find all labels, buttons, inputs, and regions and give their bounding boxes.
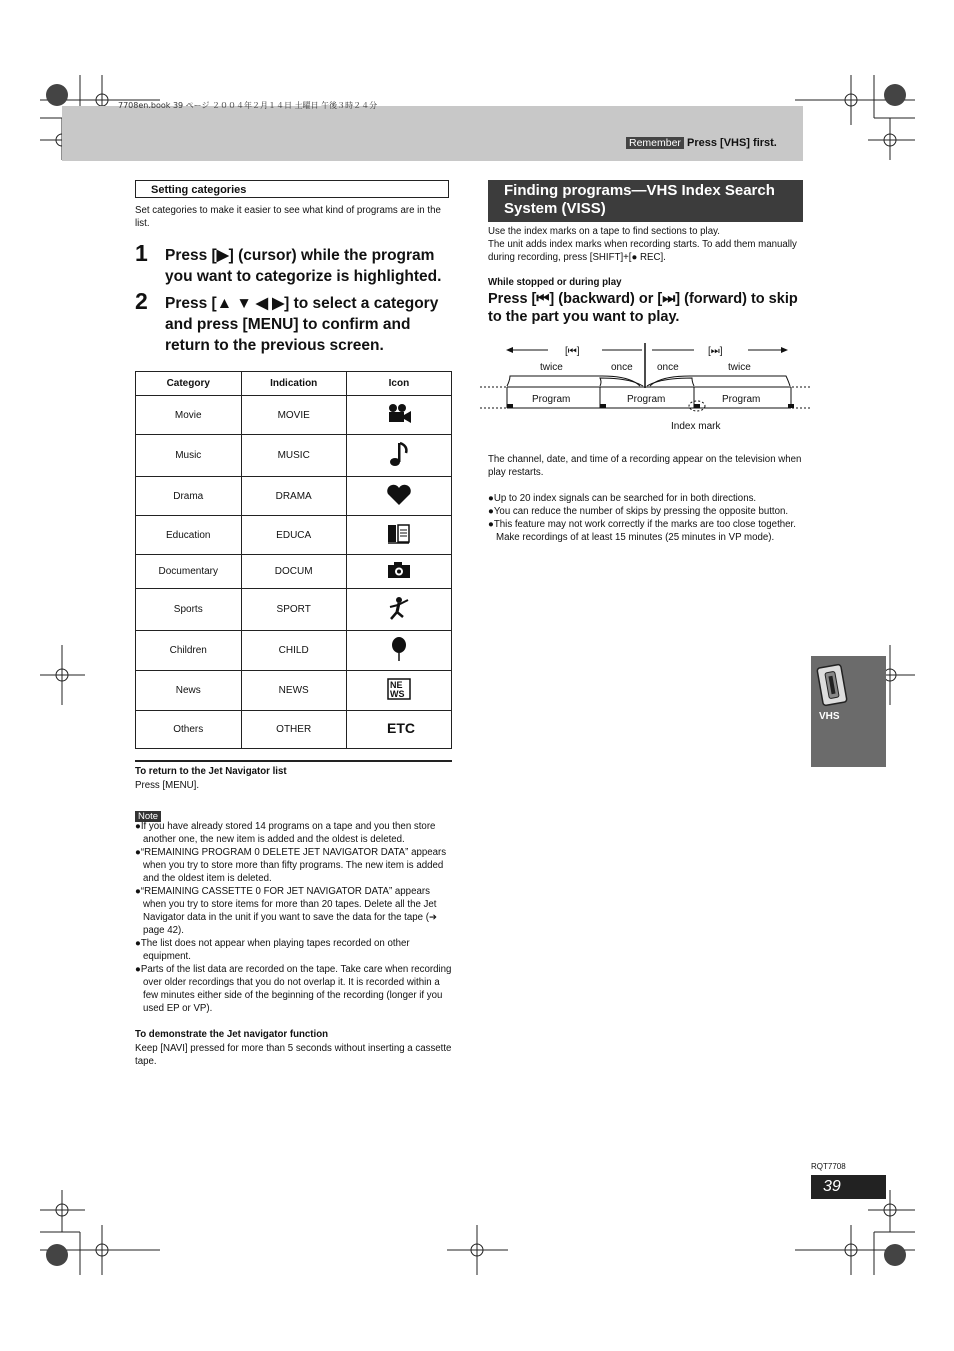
list-item: ●You can reduce the number of skips by pressing the opposite button. [488, 506, 789, 517]
balloon-icon [389, 636, 409, 662]
table-row [136, 711, 452, 749]
header-band [62, 106, 803, 161]
remember-text: Press [VHS] first. [687, 137, 777, 149]
list-item: ●“REMAINING CASSETTE 0 FOR JET NAVIGATOR DATA” appears when you try to store items for more than 20 tapes. Delete all the Jet Navigator data in the unit if you want to save the data for the tape (➔ page 42). [135, 886, 438, 936]
program-label: Program [627, 394, 666, 405]
viss-intro [488, 225, 803, 264]
vhs-side-tab [811, 656, 886, 767]
demo-title: To demonstrate the Jet navigator function [135, 1029, 329, 1040]
intro-line-2: The unit adds index marks when recording starts. To add them manually during recording, press [SHIFT]+[● REC]. [488, 239, 797, 263]
list-item: ●Parts of the list data are recorded on the tape. Take care when recording over older recordings that you do not overlap it. It is recorded within a few minutes either side of the beginning of the recording (longer if you used EP or VP). [135, 964, 452, 1014]
cell-indication: SPORT [241, 589, 346, 631]
col-header-category: Category [136, 372, 242, 396]
svg-text:NE: NE [389, 680, 403, 690]
table-row [136, 589, 452, 631]
cell-indication: NEWS [241, 671, 346, 711]
cell-indication: OTHER [241, 711, 346, 749]
table-row [136, 396, 452, 435]
step-2-text: Press [▲ ▼ ◀ ▶] to select a category and press [MENU] to confirm and return to the previous screen. [165, 295, 439, 354]
book-icon [387, 523, 411, 545]
cell-indication: MUSIC [241, 435, 346, 477]
music-note-icon [388, 441, 410, 467]
cell-category: Documentary [136, 555, 242, 589]
etc-icon [386, 718, 415, 738]
cell-indication: DOCUM [241, 555, 346, 589]
cell-category: Others [136, 711, 242, 749]
press-instruction: Press [⏮] (backward) or [⏭] (forward) to skip to the part you want to play. [488, 291, 798, 325]
col-header-indication: Indication [241, 372, 346, 396]
back-button-label: [⏮] [565, 346, 580, 357]
list-item: ●If you have already stored 14 programs on a tape and you then store another one, the new item is added and the oldest is deleted. [135, 821, 436, 845]
cell-category: Children [136, 631, 242, 671]
viss-bullets [488, 492, 806, 544]
table-row [136, 631, 452, 671]
table-row [136, 671, 452, 711]
cell-category: Music [136, 435, 242, 477]
news-icon [387, 678, 411, 700]
col-header-icon: Icon [346, 372, 451, 396]
index-diagram [480, 340, 810, 440]
cell-category: Education [136, 516, 242, 555]
while-label: While stopped or during play [488, 277, 622, 288]
demo-text: Keep [NAVI] pressed for more than 5 seconds without inserting a cassette tape. [135, 1043, 452, 1067]
cell-category: Movie [136, 396, 242, 435]
skip-label: twice [540, 362, 563, 373]
skip-label: twice [728, 362, 751, 373]
cell-category: Sports [136, 589, 242, 631]
athlete-icon [387, 595, 411, 621]
page-number: 39 [811, 1175, 886, 1199]
table-row [136, 555, 452, 589]
table-row [136, 435, 452, 477]
list-item: ●Up to 20 index signals can be searched for in both directions. [488, 493, 757, 504]
cell-indication: CHILD [241, 631, 346, 671]
file-info-line: 7708en.book 39 ページ ２００４年２月１４日 土曜日 午後３時２４分 [118, 101, 378, 110]
after-text: The channel, date, and time of a recording appear on the television when play restarts. [488, 454, 802, 478]
skip-label: once [657, 362, 679, 373]
cassette-icon [816, 664, 852, 708]
step-1-number: 1 [135, 240, 148, 266]
notes-list [135, 820, 453, 1015]
index-mark-label: Index mark [671, 421, 721, 432]
intro-line-1: Use the index marks on a tape to find sections to play. [488, 226, 720, 237]
program-label: Program [532, 394, 571, 405]
movie-camera-icon [386, 403, 412, 425]
return-text: Press [MENU]. [135, 780, 200, 791]
setting-intro: Set categories to make it easier to see what kind of programs are in the list. [135, 205, 441, 229]
viss-heading: Finding programs—VHS Index Search System (VISS) [488, 180, 803, 222]
forward-button-label: [⏭] [708, 346, 723, 357]
program-label: Program [722, 394, 761, 405]
table-row [136, 477, 452, 516]
return-title: To return to the Jet Navigator list [135, 766, 287, 777]
svg-text:WS: WS [389, 689, 405, 699]
cell-indication: DRAMA [241, 477, 346, 516]
model-code: RQT7708 [811, 1162, 846, 1171]
cell-indication: MOVIE [241, 396, 346, 435]
cell-category: News [136, 671, 242, 711]
note-tag: Note [135, 811, 161, 822]
category-table [135, 371, 452, 749]
step-1-text: Press [▶] (cursor) while the program you want to categorize is highlighted. [165, 247, 442, 285]
list-item: ●“REMAINING PROGRAM 0 DELETE JET NAVIGATOR DATA” appears when you try to store more than fifty programs. The new item is added and the oldest item is deleted. [135, 847, 447, 884]
list-item: ●This feature may not work correctly if the marks are too close together. Make recordings of at least 15 minutes (25 minutes in VP mode). [488, 519, 796, 543]
remember-tag: Remember [626, 137, 684, 149]
skip-label: once [611, 362, 633, 373]
cell-indication: EDUCA [241, 516, 346, 555]
remember-note [626, 137, 777, 149]
heart-icon [386, 484, 412, 506]
cell-category: Drama [136, 477, 242, 516]
section-title-box: Setting categories [135, 180, 449, 198]
divider [135, 760, 452, 762]
list-item: ●The list does not appear when playing tapes recorded on other equipment. [135, 938, 410, 962]
vhs-tab-label: VHS [819, 711, 840, 722]
table-row [136, 516, 452, 555]
svg-text:ETC: ETC [386, 720, 415, 736]
camera-icon [387, 561, 411, 579]
step-2-number: 2 [135, 288, 148, 314]
